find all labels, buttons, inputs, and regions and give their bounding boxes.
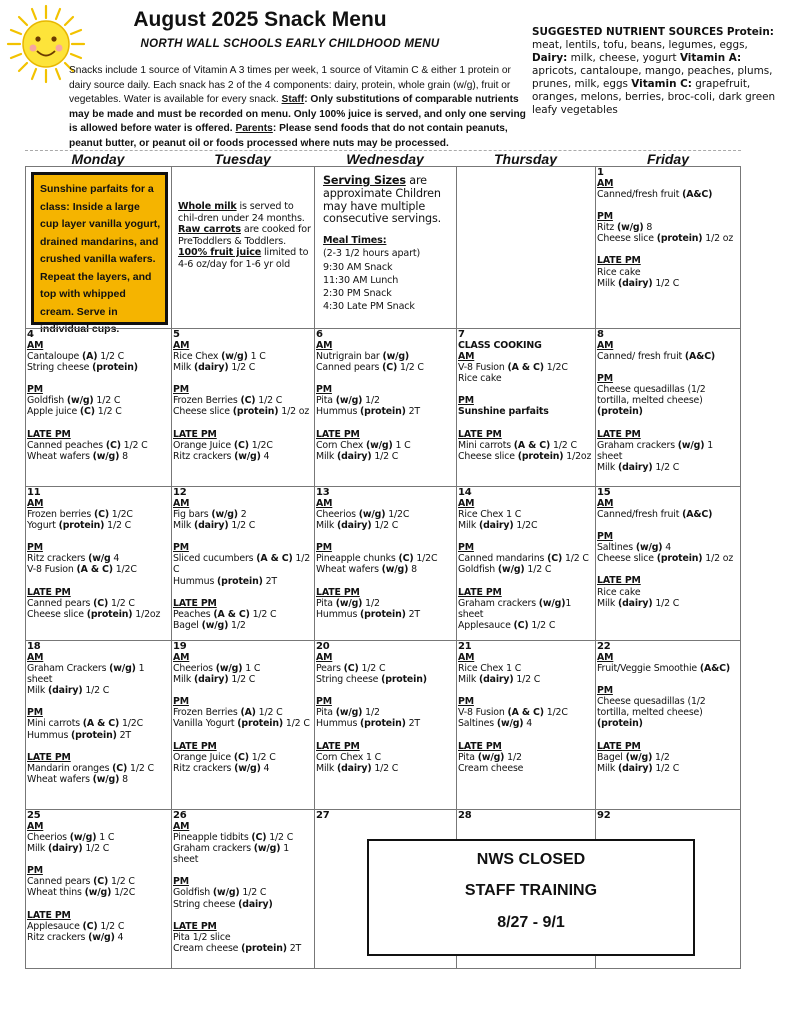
pm-label: PM bbox=[458, 395, 474, 407]
vitamin-a-label: Vitamin A: bbox=[679, 52, 742, 64]
dairy-label: Dairy: bbox=[532, 52, 568, 64]
late-pm-label: LATE PM bbox=[27, 586, 71, 598]
menu-item: Pears (C) 1/2 C bbox=[316, 663, 386, 675]
am-label: AM bbox=[458, 351, 475, 363]
day-thursday: Thursday bbox=[493, 151, 557, 167]
vitamin-a-text: apricots, cantaloupe, mango, peaches, plums, prunes, milk, eggs bbox=[532, 65, 773, 90]
pm-label: PM bbox=[458, 542, 474, 554]
meal-time-line: 11:30 AM Lunch bbox=[323, 274, 399, 286]
menu-item: Corn Chex 1 C bbox=[316, 751, 382, 763]
pm-label: PM bbox=[173, 876, 189, 888]
late-pm-label: LATE PM bbox=[597, 428, 641, 440]
menu-item: Rice Chex (w/g) 1 C bbox=[173, 351, 266, 363]
thursday-empty-cell bbox=[456, 166, 596, 329]
menu-item: Ritz (w/g) 8 bbox=[597, 222, 653, 234]
menu-item: Wheat thins (w/g) 1/2C bbox=[27, 887, 136, 899]
day-cell-11 bbox=[25, 486, 172, 641]
pm-label: PM bbox=[597, 373, 613, 385]
nutrient-sources bbox=[532, 26, 778, 117]
menu-item: Milk (dairy) 1/2 C bbox=[458, 674, 541, 686]
late-pm-label: LATE PM bbox=[173, 428, 217, 440]
menu-item: Apple juice (C) 1/2 C bbox=[27, 406, 122, 418]
date-number: 13 bbox=[316, 487, 330, 498]
pm-label: PM bbox=[173, 384, 189, 396]
menu-item: Mini carrots (A & C) 1/2 C bbox=[458, 439, 577, 451]
date-number: 14 bbox=[458, 487, 472, 498]
menu-item: Pineapple tidbits (C) 1/2 C bbox=[173, 832, 294, 844]
menu-item: Wheat wafers (w/g) 8 bbox=[316, 564, 417, 576]
menu-item: Milk (dairy) 1/2 C bbox=[173, 674, 256, 686]
menu-item: Milk (dairy) 1/2 C bbox=[27, 685, 110, 697]
day-cell-19 bbox=[171, 640, 315, 810]
menu-item: Canned pears (C) 1/2 C bbox=[27, 597, 135, 609]
day-cell-12 bbox=[171, 486, 315, 641]
vitamin-c-text: grapefruit, oranges, melons, berries, broc-coli, dark green leafy vegetables bbox=[532, 78, 776, 116]
date-number: 8 bbox=[597, 329, 604, 340]
late-pm-label: LATE PM bbox=[597, 255, 641, 267]
menu-item: Ritz crackers (w/g) 4 bbox=[173, 450, 270, 462]
late-pm-label: LATE PM bbox=[458, 428, 502, 440]
raw-carrots-label: Raw carrots bbox=[178, 224, 241, 235]
day-cell-26 bbox=[171, 809, 315, 969]
menu-item: (protein) bbox=[597, 406, 643, 418]
am-label: AM bbox=[173, 652, 190, 663]
pm-label: PM bbox=[27, 707, 43, 719]
menu-item: Rice cake bbox=[458, 373, 502, 385]
day-friday: Friday bbox=[646, 151, 689, 167]
date-number: 11 bbox=[27, 487, 41, 498]
meal-time-line: 2:30 PM Snack bbox=[323, 288, 392, 299]
menu-item: Frozen Berries (A) 1/2 C bbox=[173, 707, 283, 719]
menu-item: Goldfish (w/g) 1/2 C bbox=[173, 887, 267, 899]
menu-item: Rice cake bbox=[597, 586, 641, 598]
nutrient-heading: SUGGESTED NUTRIENT SOURCES bbox=[532, 26, 724, 38]
date-number: 92 bbox=[597, 810, 611, 821]
late-pm-label: LATE PM bbox=[27, 909, 71, 921]
pm-label: PM bbox=[597, 211, 613, 223]
date-number: 27 bbox=[316, 810, 330, 821]
menu-item: Cheese slice (protein) 1/2oz bbox=[458, 450, 592, 462]
menu-item: Hummus (protein) 2T bbox=[316, 718, 420, 730]
day-cell-8 bbox=[595, 328, 741, 487]
raw-carrots-text: are cooked for PreToddlers & Toddlers. bbox=[178, 224, 311, 247]
whole-milk-label: Whole milk bbox=[178, 201, 237, 212]
intro-text: Snacks include 1 source of Vitamin A 3 times per week, 1 source of Vitamin C & either 1 protein or dairy source daily. Each snack has 2 of the 4 components: dairy, protein, whole grain (w/g), fruit or vegetables. Water is available for every snack. bbox=[69, 65, 511, 106]
menu-item: Hummus (protein) 2T bbox=[316, 406, 420, 418]
date-number: 6 bbox=[316, 329, 323, 340]
menu-item: Vanilla Yogurt (protein) 1/2 C bbox=[173, 718, 310, 730]
day-cell-4 bbox=[25, 328, 172, 487]
date-number: 21 bbox=[458, 641, 472, 652]
menu-item: Bagel (w/g) 1/2 bbox=[597, 751, 670, 763]
day-cell-13 bbox=[314, 486, 457, 641]
menu-item: Pita (w/g) 1/2 bbox=[316, 707, 380, 719]
menu-item: Frozen Berries (C) 1/2 C bbox=[173, 395, 283, 407]
am-label: AM bbox=[173, 821, 190, 832]
late-pm-label: LATE PM bbox=[27, 428, 71, 440]
fruit-juice-label: 100% fruit juice bbox=[178, 247, 262, 258]
menu-item: Fig bars (w/g) 2 bbox=[173, 509, 247, 521]
menu-item: Canned peaches (C) 1/2 C bbox=[27, 439, 148, 451]
menu-item: String cheese (protein) bbox=[316, 674, 427, 686]
day-header-row bbox=[25, 150, 741, 167]
menu-item: Milk (dairy) 1/2 C bbox=[27, 843, 110, 855]
menu-item: Milk (dairy) 1/2 C bbox=[597, 461, 680, 473]
pm-label: PM bbox=[27, 542, 43, 554]
late-pm-label: LATE PM bbox=[27, 751, 71, 763]
intro-paragraph bbox=[69, 64, 527, 152]
menu-item: Cheese slice (protein) 1/2 oz bbox=[597, 233, 734, 245]
menu-item: Goldfish (w/g) 1/2 C bbox=[458, 564, 552, 576]
menu-item: Canned/fresh fruit (A&C) bbox=[597, 189, 713, 201]
menu-item: Pita (w/g) 1/2 bbox=[316, 597, 380, 609]
late-pm-label: LATE PM bbox=[173, 740, 217, 752]
menu-item: Cantaloupe (A) 1/2 C bbox=[27, 351, 125, 363]
date-number: 12 bbox=[173, 487, 187, 498]
menu-item: Applesauce (C) 1/2 C bbox=[27, 920, 125, 932]
menu-item: Milk (dairy) 1/2 C bbox=[597, 762, 680, 774]
meal-time-line: 4:30 Late PM Snack bbox=[323, 301, 415, 313]
menu-item: Frozen berries (C) 1/2C bbox=[27, 509, 133, 521]
am-label: AM bbox=[597, 178, 614, 189]
menu-item: Pita (w/g) 1/2 bbox=[458, 751, 522, 763]
menu-item: Canned/ fresh fruit (A&C) bbox=[597, 351, 716, 363]
day-tuesday: Tuesday bbox=[214, 151, 271, 167]
menu-item: Milk (dairy) 1/2 C bbox=[597, 597, 680, 609]
date-number: 25 bbox=[27, 810, 41, 821]
menu-item: Cheese quesadillas (1/2 tortilla, melted cheese) bbox=[597, 696, 706, 719]
am-label: AM bbox=[173, 340, 190, 351]
day-cell-25 bbox=[25, 809, 172, 969]
menu-item: Yogurt (protein) 1/2 C bbox=[27, 520, 132, 532]
closure-notice bbox=[367, 839, 695, 956]
menu-item: Cheerios (w/g) 1/2C bbox=[316, 509, 410, 521]
menu-item: Pineapple chunks (C) 1/2C bbox=[316, 553, 438, 565]
am-label: AM bbox=[27, 821, 44, 832]
menu-item: Nutrigrain bar (w/g) bbox=[316, 351, 410, 363]
parfait-recipe-box: Sunshine parfaits for a class: Inside a large cup layer vanilla yogurt, drained mandarins, and crushed vanilla wafers. Repeat the layers, and top with whipped cream. Serve in individual cups. bbox=[31, 172, 168, 325]
menu-item: Rice Chex 1 C bbox=[458, 509, 522, 521]
menu-item: Fruit/Veggie Smoothie (A&C) bbox=[597, 663, 731, 675]
menu-item: Pita 1/2 slice bbox=[173, 931, 231, 943]
day-cell-14 bbox=[456, 486, 596, 641]
menu-item: Peaches (A & C) 1/2 C bbox=[173, 608, 277, 620]
am-label: AM bbox=[597, 652, 614, 663]
late-pm-label: LATE PM bbox=[458, 586, 502, 598]
menu-item: Cheerios (w/g) 1 C bbox=[27, 832, 115, 844]
pm-label: PM bbox=[316, 384, 332, 396]
menu-item: String cheese (dairy) bbox=[173, 898, 273, 910]
date-number: 22 bbox=[597, 641, 611, 652]
menu-item: Cheese slice (protein) 1/2oz bbox=[27, 608, 161, 620]
pm-label: PM bbox=[597, 531, 613, 543]
pm-label: PM bbox=[458, 696, 474, 708]
am-label: AM bbox=[27, 652, 44, 663]
late-pm-label: LATE PM bbox=[458, 740, 502, 752]
late-pm-label: LATE PM bbox=[173, 597, 217, 609]
day-cell-15 bbox=[595, 486, 741, 641]
date-number: 18 bbox=[27, 641, 41, 652]
late-pm-label: LATE PM bbox=[173, 920, 217, 932]
menu-item: Pita (w/g) 1/2 bbox=[316, 395, 380, 407]
day-cell-22 bbox=[595, 640, 741, 810]
menu-item: Ritz crackers (w/g) 4 bbox=[27, 931, 124, 943]
closure-title: NWS CLOSED bbox=[476, 851, 586, 868]
menu-item: Hummus (protein) 2T bbox=[27, 729, 131, 741]
page-subtitle: NORTH WALL SCHOOLS EARLY CHILDHOOD MENU bbox=[140, 38, 440, 50]
am-label: AM bbox=[458, 498, 475, 509]
menu-item: Saltines (w/g) 4 bbox=[458, 718, 533, 730]
menu-item: Goldfish (w/g) 1/2 C bbox=[27, 395, 121, 407]
day-cell-1 bbox=[595, 166, 741, 329]
menu-item: Wheat wafers (w/g) 8 bbox=[27, 773, 128, 785]
pm-label: PM bbox=[597, 685, 613, 697]
menu-item: Graham Crackers (w/g) 1 sheet bbox=[27, 663, 145, 686]
menu-item: Ritz crackers (w/g 4 bbox=[27, 553, 120, 565]
day-wednesday: Wednesday bbox=[346, 151, 424, 167]
am-label: AM bbox=[597, 340, 614, 351]
protein-label: Protein: bbox=[726, 26, 774, 38]
whole-milk-text: is served to chil-dren under 24 months. bbox=[178, 201, 305, 224]
date-number: 19 bbox=[173, 641, 187, 652]
late-pm-label: LATE PM bbox=[597, 575, 641, 587]
date-number: 26 bbox=[173, 810, 187, 821]
am-label: AM bbox=[316, 340, 333, 351]
menu-item: Hummus (protein) 2T bbox=[316, 608, 420, 620]
meal-time-line: 9:30 AM Snack bbox=[323, 261, 393, 273]
late-pm-label: LATE PM bbox=[597, 740, 641, 752]
date-number: 7 bbox=[458, 329, 465, 340]
day-cell-21 bbox=[456, 640, 596, 810]
date-number: 1 bbox=[597, 167, 604, 178]
date-number: 28 bbox=[458, 810, 472, 821]
menu-item: Cream cheese (protein) 2T bbox=[173, 942, 302, 954]
am-label: AM bbox=[597, 498, 614, 509]
cooking-note: CLASS COOKING bbox=[458, 340, 542, 351]
menu-item: Milk (dairy) 1/2 C bbox=[173, 362, 256, 374]
date-number: 15 bbox=[597, 487, 611, 498]
menu-item: Applesauce (C) 1/2 C bbox=[458, 619, 556, 631]
date-number: 20 bbox=[316, 641, 330, 652]
am-label: AM bbox=[316, 652, 333, 663]
am-label: AM bbox=[27, 498, 44, 509]
am-label: AM bbox=[27, 340, 44, 351]
menu-item: Milk (dairy) 1/2 C bbox=[173, 520, 256, 532]
menu-item: String cheese (protein) bbox=[27, 362, 138, 374]
late-pm-label: LATE PM bbox=[316, 428, 360, 440]
pm-label: PM bbox=[173, 696, 189, 708]
wednesday-note-cell bbox=[314, 166, 457, 329]
menu-item: Milk (dairy) 1/2 C bbox=[316, 520, 399, 532]
menu-item: Cheerios (w/g) 1 C bbox=[173, 663, 261, 675]
menu-item: Canned/fresh fruit (A&C) bbox=[597, 509, 713, 521]
day-cell-7 bbox=[456, 328, 596, 487]
menu-item: Orange Juice (C) 1/2 C bbox=[173, 751, 276, 763]
date-number: 4 bbox=[27, 329, 34, 340]
menu-item: Sunshine parfaits bbox=[458, 406, 549, 418]
menu-item: Sliced cucumbers (A & C) 1/2 C bbox=[173, 553, 311, 576]
pm-label: PM bbox=[27, 384, 43, 396]
menu-item: Cheese slice (protein) 1/2 oz bbox=[173, 406, 310, 418]
menu-item: Mandarin oranges (C) 1/2 C bbox=[27, 762, 154, 774]
date-number: 5 bbox=[173, 329, 180, 340]
menu-item: Milk (dairy) 1/2C bbox=[458, 520, 538, 532]
meal-times-label: Meal Times: bbox=[323, 235, 387, 247]
menu-item: Bagel (w/g) 1/2 bbox=[173, 619, 246, 631]
pm-label: PM bbox=[27, 865, 43, 877]
late-pm-label: LATE PM bbox=[316, 586, 360, 598]
menu-item: Cheese quesadillas (1/2 tortilla, melted cheese) bbox=[597, 384, 706, 407]
menu-item: Orange Juice (C) 1/2C bbox=[173, 439, 273, 451]
menu-item: Graham crackers (w/g) 1 sheet bbox=[597, 439, 714, 462]
menu-item: Cream cheese bbox=[458, 762, 524, 774]
menu-item: Saltines (w/g) 4 bbox=[597, 542, 672, 554]
menu-item: Ritz crackers (w/g) 4 bbox=[173, 762, 270, 774]
menu-item: V-8 Fusion (A & C) 1/2C bbox=[458, 362, 568, 374]
vitamin-c-label: Vitamin C: bbox=[631, 78, 692, 90]
menu-item: Canned pears (C) 1/2 C bbox=[27, 876, 135, 888]
pm-label: PM bbox=[316, 542, 332, 554]
late-pm-label: LATE PM bbox=[316, 740, 360, 752]
day-monday: Monday bbox=[71, 151, 125, 167]
menu-item: Canned mandarins (C) 1/2 C bbox=[458, 553, 589, 565]
am-label: AM bbox=[458, 652, 475, 663]
menu-item: Cheese slice (protein) 1/2 oz bbox=[597, 553, 734, 565]
menu-item: Milk (dairy) 1/2 C bbox=[316, 450, 399, 462]
menu-item: Rice Chex 1 C bbox=[458, 663, 522, 675]
am-label: AM bbox=[316, 498, 333, 509]
menu-item: (protein) bbox=[597, 718, 643, 730]
tuesday-note-cell bbox=[171, 166, 315, 329]
menu-item: V-8 Fusion (A & C) 1/2C bbox=[458, 707, 568, 719]
pm-label: PM bbox=[316, 696, 332, 708]
menu-item: Rice cake bbox=[597, 266, 641, 278]
dairy-text: milk, cheese, yogurt bbox=[570, 52, 677, 64]
page-title: August 2025 Snack Menu bbox=[133, 8, 387, 31]
parents-text: : Please send foods that do not contain peanuts, peanut butter, or peanut oil or foods processed where nuts may be processed. bbox=[69, 123, 508, 149]
menu-item: Corn Chex (w/g) 1 C bbox=[316, 439, 411, 451]
menu-item: Graham crackers (w/g)1 sheet bbox=[458, 597, 572, 620]
menu-item: Wheat wafers (w/g) 8 bbox=[27, 450, 128, 462]
meal-time-line: (2-3 1/2 hours apart) bbox=[323, 248, 421, 260]
am-label: AM bbox=[173, 498, 190, 509]
closure-dates: 8/27 - 9/1 bbox=[497, 914, 565, 931]
day-cell-5 bbox=[171, 328, 315, 487]
menu-item: Canned pears (C) 1/2 C bbox=[316, 362, 424, 374]
day-cell-6 bbox=[314, 328, 457, 487]
staff-label: Staff bbox=[281, 94, 305, 106]
menu-item: Graham crackers (w/g) 1 sheet bbox=[173, 843, 290, 866]
day-cell-20 bbox=[314, 640, 457, 810]
menu-item: Mini carrots (A & C) 1/2C bbox=[27, 718, 144, 730]
fruit-juice-text: limited to 4-6 oz/day for 1-6 yr old bbox=[178, 247, 309, 270]
serving-sizes-text: are approximate Children may have multiple consecutive servings. bbox=[323, 174, 442, 226]
menu-item: V-8 Fusion (A & C) 1/2C bbox=[27, 564, 137, 576]
menu-item: Milk (dairy) 1/2 C bbox=[597, 277, 680, 289]
parents-label: Parents bbox=[235, 123, 273, 135]
menu-item: Milk (dairy) 1/2 C bbox=[316, 762, 399, 774]
staff-text: : Only substitutions of comparable nutrients may be made and must be recorded on menu. Only 100% juice is served, and only one serving is allowed before water is offered. bbox=[69, 94, 526, 135]
day-cell-18 bbox=[25, 640, 172, 810]
pm-label: PM bbox=[173, 542, 189, 554]
closure-reason: STAFF TRAINING bbox=[464, 882, 598, 899]
menu-item: Hummus (protein) 2T bbox=[173, 575, 277, 587]
protein-text: meat, lentils, tofu, beans, legumes, eggs, bbox=[532, 39, 748, 51]
serving-sizes-label: Serving Sizes bbox=[323, 174, 406, 187]
